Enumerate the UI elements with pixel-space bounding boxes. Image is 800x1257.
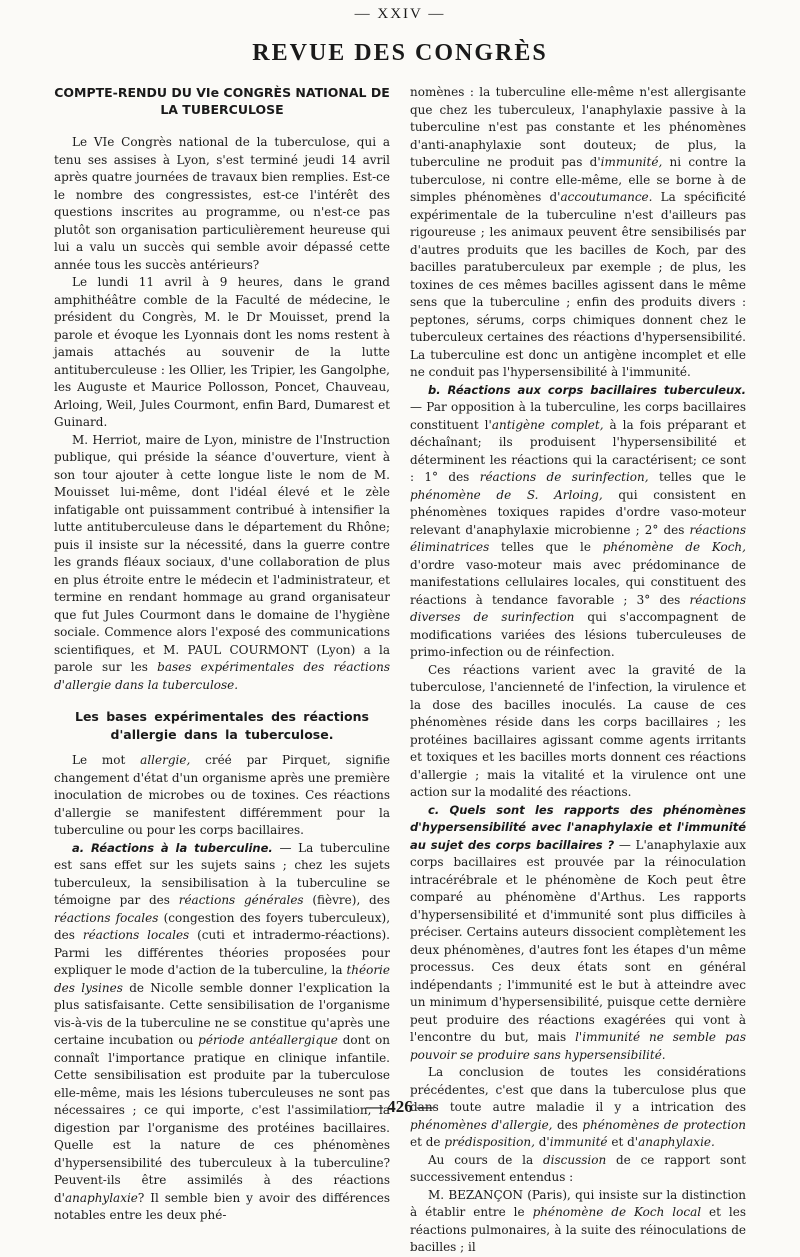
italic-text: allergie, [140,753,191,767]
italic-text: phénomène de Koch local [532,1205,702,1219]
page-number: — 426 — [366,1097,434,1116]
paragraph [410,1152,746,1187]
left-column [54,82,390,1225]
italic-text: réactions générales [178,893,304,907]
paragraph: Ces réactions varient avec la gravité de la tuberculose, l'ancienneté de l'infection, la virulence et la dose des bacilles inoculés. La cause de ces phénomènes réside dans les corps bacillaires ; les protéines bacillaires agissant comme agents irritants et toxiques et les bacilles morts donnent ces réactions d'allergie ; mais la vitalité et la virulence ont une action sur la modalité des réactions. [410,662,746,799]
top-folio: — XXIV — [354,6,446,22]
italic-text: réactions éliminatrices [410,522,746,554]
italic-text: anaphylaxie [64,1190,138,1205]
paragraph [54,840,390,1225]
text: de Nicolle semble donner l'explication la plus satisfaisante. Cette sensibilisation de l'organisme vis-à-vis de la tuberculine ne se constitue qu'après une certaine incubation ou [54,980,390,1047]
text: M. BEZANÇON (Paris), qui insiste sur la distinction à établir entre le [410,1187,746,1219]
italic-text: immunité [549,1135,608,1149]
text: et de [410,1135,441,1149]
text: Le mot [72,753,126,767]
paragraph [54,752,390,840]
italic-text: bases expérimentales des réactions d'allergie dans la tuberculose. [54,660,390,692]
subtitle: Les bases expérimentales des réactions d'allergie dans la tuberculose. [74,709,369,742]
paragraph [410,84,746,382]
text: telles que le [658,470,746,484]
text: de ce rapport sont successivement entendus : [410,1152,746,1184]
subsection-label: b. Réactions aux corps bacillaires tuberculeux. [428,382,746,397]
italic-text: anaphylaxie. [638,1135,715,1149]
text: M. Herriot, maire de Lyon, ministre de l'Instruction publique, qui préside la séance d'ouverture, vient à son tour ajouter à cette longue liste le nom de M. Mouisset lui-même, dont l'idéal élevé et le zèle infatigable ont puissamment contribué à intensifier la lutte antituberculeuse dans le département du Rhône; puis il insiste sur la nécessité, dans la guerre contre les grands fléaux sociaux, d'une collaboration de plus en plus étroite entre le médecin et l'administrateur, et termine en rendant hommage au grand organisateur que fut Jules Courmont dans le domaine de l'hygiène sociale. Commence alors l'exposé des communications scientifiques, et M. PAUL COURMONT (Lyon) a la parole sur les [54,432,390,674]
italic-text: réactions de surinfection, [479,470,649,484]
text: (cuti et intradermo-réactions). Parmi les différentes théories proposées pour expliquer le mode d'action de la tuberculine, la [54,928,390,977]
text: (fièvre), des [312,893,390,907]
italic-text: réactions locales [82,928,190,942]
text: qui consistent en phénomènes toxiques rapides d'ordre vaso-moteur relevant d'anaphylaxie microbienne ; 2° des [410,487,746,537]
text: nomènes : la tuberculine elle-même n'est allergisante que chez les tuberculeux, l'anaphylaxie passive à la tuberculine n'est pas constante et les phénomènes d'anti-anaphylaxie sont douteux; de plus, la tuberculine ne produit pas d' [410,85,746,169]
text: (congestion des foyers tuberculeux), des [54,910,391,942]
text: — La tuberculine est sans effet sur les sujets sains ; chez les sujets tuberculeux, la sensibilisation à la tuberculine se témoigne par des [54,840,390,907]
right-column [410,84,746,1257]
paragraph [410,802,746,1065]
italic-text: réactions diverses de surinfection [410,592,746,624]
italic-text: accoutumance. [560,190,653,204]
text: d' [538,1135,550,1149]
text: et d' [611,1135,639,1149]
subsection-label: c. Quels sont les rapports des phénomènes d'hypersensibilité avec l'anaphylaxie et l'immunité au sujet des corps bacillaires ? [410,802,746,852]
text: ni contre la tuberculose, ni contre elle-même, elle se borne à de simples phénomènes d' [410,155,746,204]
text: ? Il semble bien y avoir des différences notables entre les deux phé- [54,1190,390,1222]
text: dont on connaît l'importance pratique en clinique infantile. Cette sensibilisation est produite par la tuberculose elle-même, mais les lésions tuberculeuses ne sont pas nécessaires ; ce qui importe, c'est l'assimilation, la digestion par l'organisme des protéines bacillaires. Quelle est la nature de ces phénomènes d'hypersensibilité des tuberculeux à la tuberculine? Peuvent-ils être assimilés à des réactions d' [54,1033,390,1205]
text: La conclusion de toutes les considérations précédentes, c'est que dans la tuberculose plus que dans toute autre maladie il y a intrication des [410,1065,746,1114]
text: La spécificité expérimentale de la tuberculine n'est d'ailleurs pas rigoureuse ; les animaux peuvent être sensibilisés par d'autres produits que les bacilles de Koch, par des bacilles paratuberculeux par exemple ; de plus, les toxines de ces mêmes bacilles agissent dans le même sens que la tuberculine ; enfin des produits divers : peptones, sérums, corps chimiques donnent chez le tuberculeux certaines des réactions d'hypersensibilité. La tuberculine est donc un antigène incomplet et elle ne conduit pas l'hypersensibilité à l'immunité. [410,190,746,379]
text: Au cours de la [428,1152,534,1167]
italic-text: réactions focales [54,910,159,925]
italic-text: phénomènes de protection [582,1117,746,1132]
text: créé par Pirquet, signifie changement d'état d'un organisme après une première inoculation de microbes ou de toxines. Ces réactions d'allergie se manifestent différemment pour la tuberculine ou pour les corps bacillaires. [54,753,390,837]
paragraph: Le lundi 11 avril à 9 heures, dans le grand amphithéâtre comble de la Faculté de médecine, le président du Congrès, M. le Dr Mouisset, prend la parole et évoque les Lyonnais dont les noms restent à jamais attachés au souvenir de la lutte antituberculeuse : les Ollier, les Tripier, les Gangolphe, les Auguste et Maurice Pollosson, Poncet, Chauveau, Arloing, Weil, Jules Courmont, enfin Bard, Dumarest et Guinard. [54,275,390,429]
paragraph: Le VIe Congrès national de la tuberculose, qui a tenu ses assises à Lyon, s'est terminé jeudi 14 avril après quatre journées de travaux bien remplies. Est-ce le nombre des congressistes, est-ce l'intérêt des questions inscrites au programme, ou n'est-ce pas plutôt son organisation particulièrement heureuse qui lui a valu un succès qui semble avoir dépassé cette année tous les succès antérieurs? [54,135,390,272]
article-title: COMPTE-RENDU DU VIe CONGRÈS NATIONAL DE LA TUBERCULOSE [54,85,390,117]
italic-text: phénomènes d'allergie, [410,1117,553,1132]
italic-text: phénomène de S. Arloing, [410,487,603,502]
italic-text: période antéallergique [198,1033,338,1047]
text: d'ordre vaso-moteur mais avec prédominance de manifestations cellulaires locales, qui constituent des réactions à tendance favorable ; 3° des [410,557,746,607]
text: et les réactions pulmonaires, à la suite des réinoculations de bacilles ; il [410,1205,746,1254]
italic-text: discussion [542,1152,607,1167]
italic-text: phénomène de Koch, [602,540,746,554]
text: telles que le [501,540,591,554]
text: des [556,1117,578,1132]
italic-text: antigène complet, [491,417,604,432]
italic-text: prédisposition, [444,1135,535,1149]
paragraph [410,1187,746,1257]
text: — Par opposition à la tuberculine, les corps bacillaires constituent l' [410,400,746,432]
text: — L'anaphylaxie aux corps bacillaires est prouvée par la réinoculation intracérébrale et le phénomène de Koch peut être comparé au phénomène d'Arthus. Les rapports d'hypersensibilité et d'immunité sont plus difficiles à préciser. Certains auteurs dissocient complètement les deux phénomènes, d'autres font les étapes d'un même processus. Ces deux états sont en général indépendants ; l'immunité est le but à atteindre avec un minimum d'hypersensibilité, puisque cette dernière peut produire des réactions exagérées qui vont à l'encontre du but, mais [410,837,746,1044]
text: à la fois préparant et déchaînant; ils produisent l'hypersensibilité et déterminent les réactions qui la caractérisent; ce sont : 1° des [410,417,746,484]
italic-text: théorie des lysines [54,963,390,995]
paragraph [410,382,746,662]
section-title: REVUE DES CONGRÈS [252,40,548,66]
italic-text: l'immunité ne semble pas pouvoir se produire sans hypersensibilité. [410,1030,746,1062]
subsection-label: a. Réactions à la tuberculine. [72,840,273,855]
paragraph [54,432,390,695]
italic-text: immunité, [600,155,663,169]
text: qui s'accompagnent de modifications variées des lésions tuberculeuses de primo-infection ou de réinfection. [410,610,746,659]
